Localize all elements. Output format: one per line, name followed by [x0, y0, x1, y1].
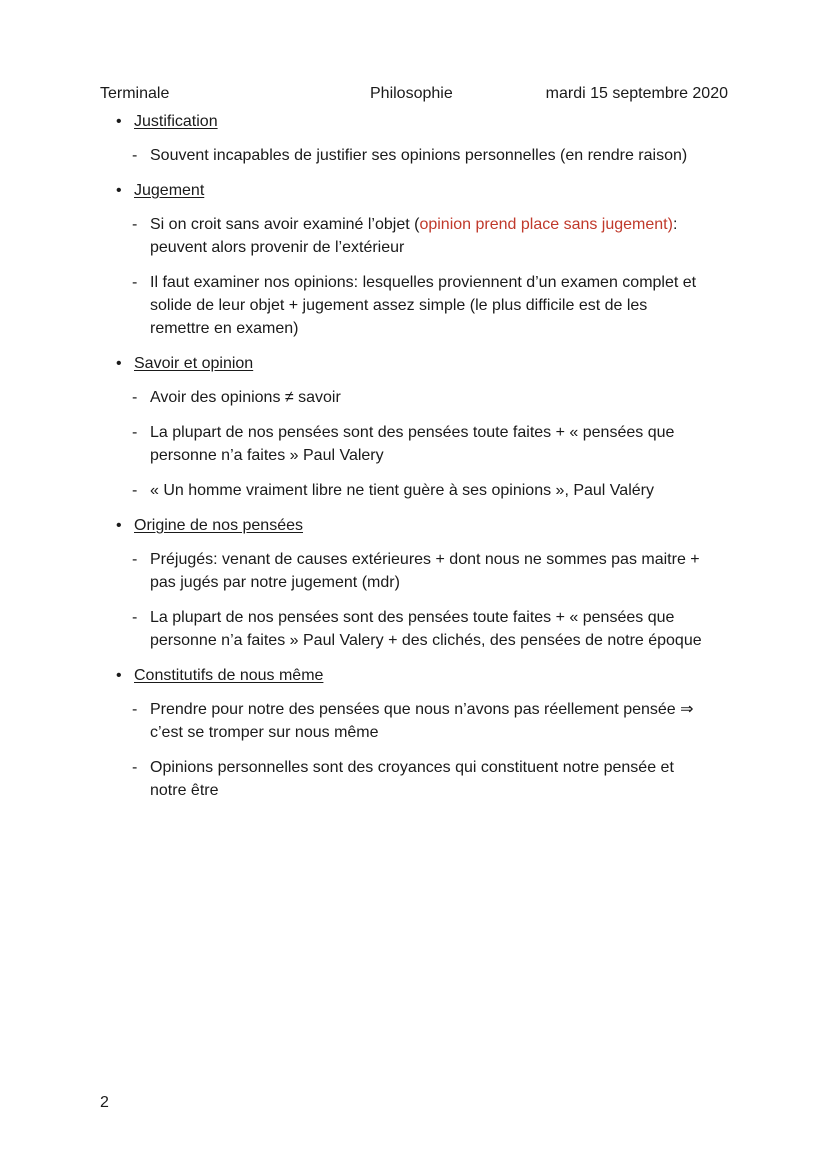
item-text: : [672, 216, 678, 233]
section-heading: Justification [134, 113, 218, 130]
item-text: Préjugés: venant de causes extérieures + dont nous ne sommes pas maitre + [150, 551, 700, 568]
item-text: Opinions personnelles sont des croyances qui constituent notre pensée et [150, 759, 674, 776]
section-items [116, 386, 736, 502]
dash: - [132, 147, 138, 164]
dash: - [132, 424, 138, 441]
section-heading: Origine de nos pensées [134, 517, 303, 534]
bullet: • [116, 182, 122, 199]
item-text: pas jugés par notre jugement (mdr) [150, 574, 400, 591]
section-heading: Savoir et opinion [134, 355, 254, 372]
section-jugement [116, 179, 736, 340]
header-date: mardi 15 septembre 2020 [545, 85, 728, 102]
item-text: Avoir des opinions ≠ savoir [150, 389, 341, 406]
bullet: • [116, 355, 122, 372]
section-items [116, 144, 736, 167]
section-savoir-opinion [116, 352, 736, 502]
item-text: « Un homme vraiment libre ne tient guère à ses opinions », Paul Valéry [150, 482, 654, 499]
section-items [116, 698, 736, 802]
list-item [116, 606, 736, 652]
list-item [116, 421, 736, 467]
section-title [116, 179, 736, 202]
highlighted-text: opinion prend place sans jugement) [419, 216, 673, 233]
list-item [116, 698, 736, 744]
item-text: notre être [150, 782, 219, 799]
list-item [116, 479, 736, 502]
section-heading: Jugement [134, 182, 205, 199]
bullet: • [116, 113, 122, 130]
item-text: La plupart de nos pensées sont des pensées toute faites + « pensées que [150, 609, 675, 626]
dash: - [132, 274, 138, 291]
dash: - [132, 216, 138, 233]
section-heading: Constitutifs de nous même [134, 667, 324, 684]
list-item [116, 271, 736, 340]
list-item [116, 144, 736, 167]
section-title [116, 664, 736, 687]
item-text: Prendre pour notre des pensées que nous n’avons pas réellement pensée ⇒ [150, 701, 694, 718]
page-header [100, 83, 728, 105]
header-class: Terminale [100, 85, 170, 102]
section-title [116, 110, 736, 133]
section-title [116, 352, 736, 375]
dash: - [132, 759, 138, 776]
dash: - [132, 482, 138, 499]
section-items [116, 213, 736, 340]
dash: - [132, 551, 138, 568]
item-text: La plupart de nos pensées sont des pensées toute faites + « pensées que [150, 424, 675, 441]
item-text: Il faut examiner nos opinions: lesquelles proviennent d’un examen complet et [150, 274, 697, 291]
item-text: solide de leur objet + jugement assez simple (le plus difficile est de les [150, 297, 648, 314]
item-text: personne n’a faites » Paul Valery + des clichés, des pensées de notre époque [150, 632, 702, 649]
bullet: • [116, 517, 122, 534]
header-subject: Philosophie [370, 85, 453, 102]
dash: - [132, 389, 138, 406]
list-item [116, 213, 736, 259]
item-text: c’est se tromper sur nous même [150, 724, 379, 741]
page-number: 2 [100, 1094, 109, 1111]
dash: - [132, 701, 138, 718]
notes-content [116, 110, 736, 814]
section-constitutifs [116, 664, 736, 802]
item-text: personne n’a faites » Paul Valery [150, 447, 384, 464]
list-item [116, 548, 736, 594]
dash: - [132, 609, 138, 626]
section-justification [116, 110, 736, 167]
list-item [116, 386, 736, 409]
bullet: • [116, 667, 122, 684]
section-title [116, 514, 736, 537]
section-origine-pensees [116, 514, 736, 652]
list-item [116, 756, 736, 802]
item-text: peuvent alors provenir de l’extérieur [150, 239, 405, 256]
section-items [116, 548, 736, 652]
item-text: Souvent incapables de justifier ses opinions personnelles (en rendre raison) [150, 147, 688, 164]
item-text: Si on croit sans avoir examiné l’objet ( [150, 216, 420, 233]
item-text: remettre en examen) [150, 320, 299, 337]
